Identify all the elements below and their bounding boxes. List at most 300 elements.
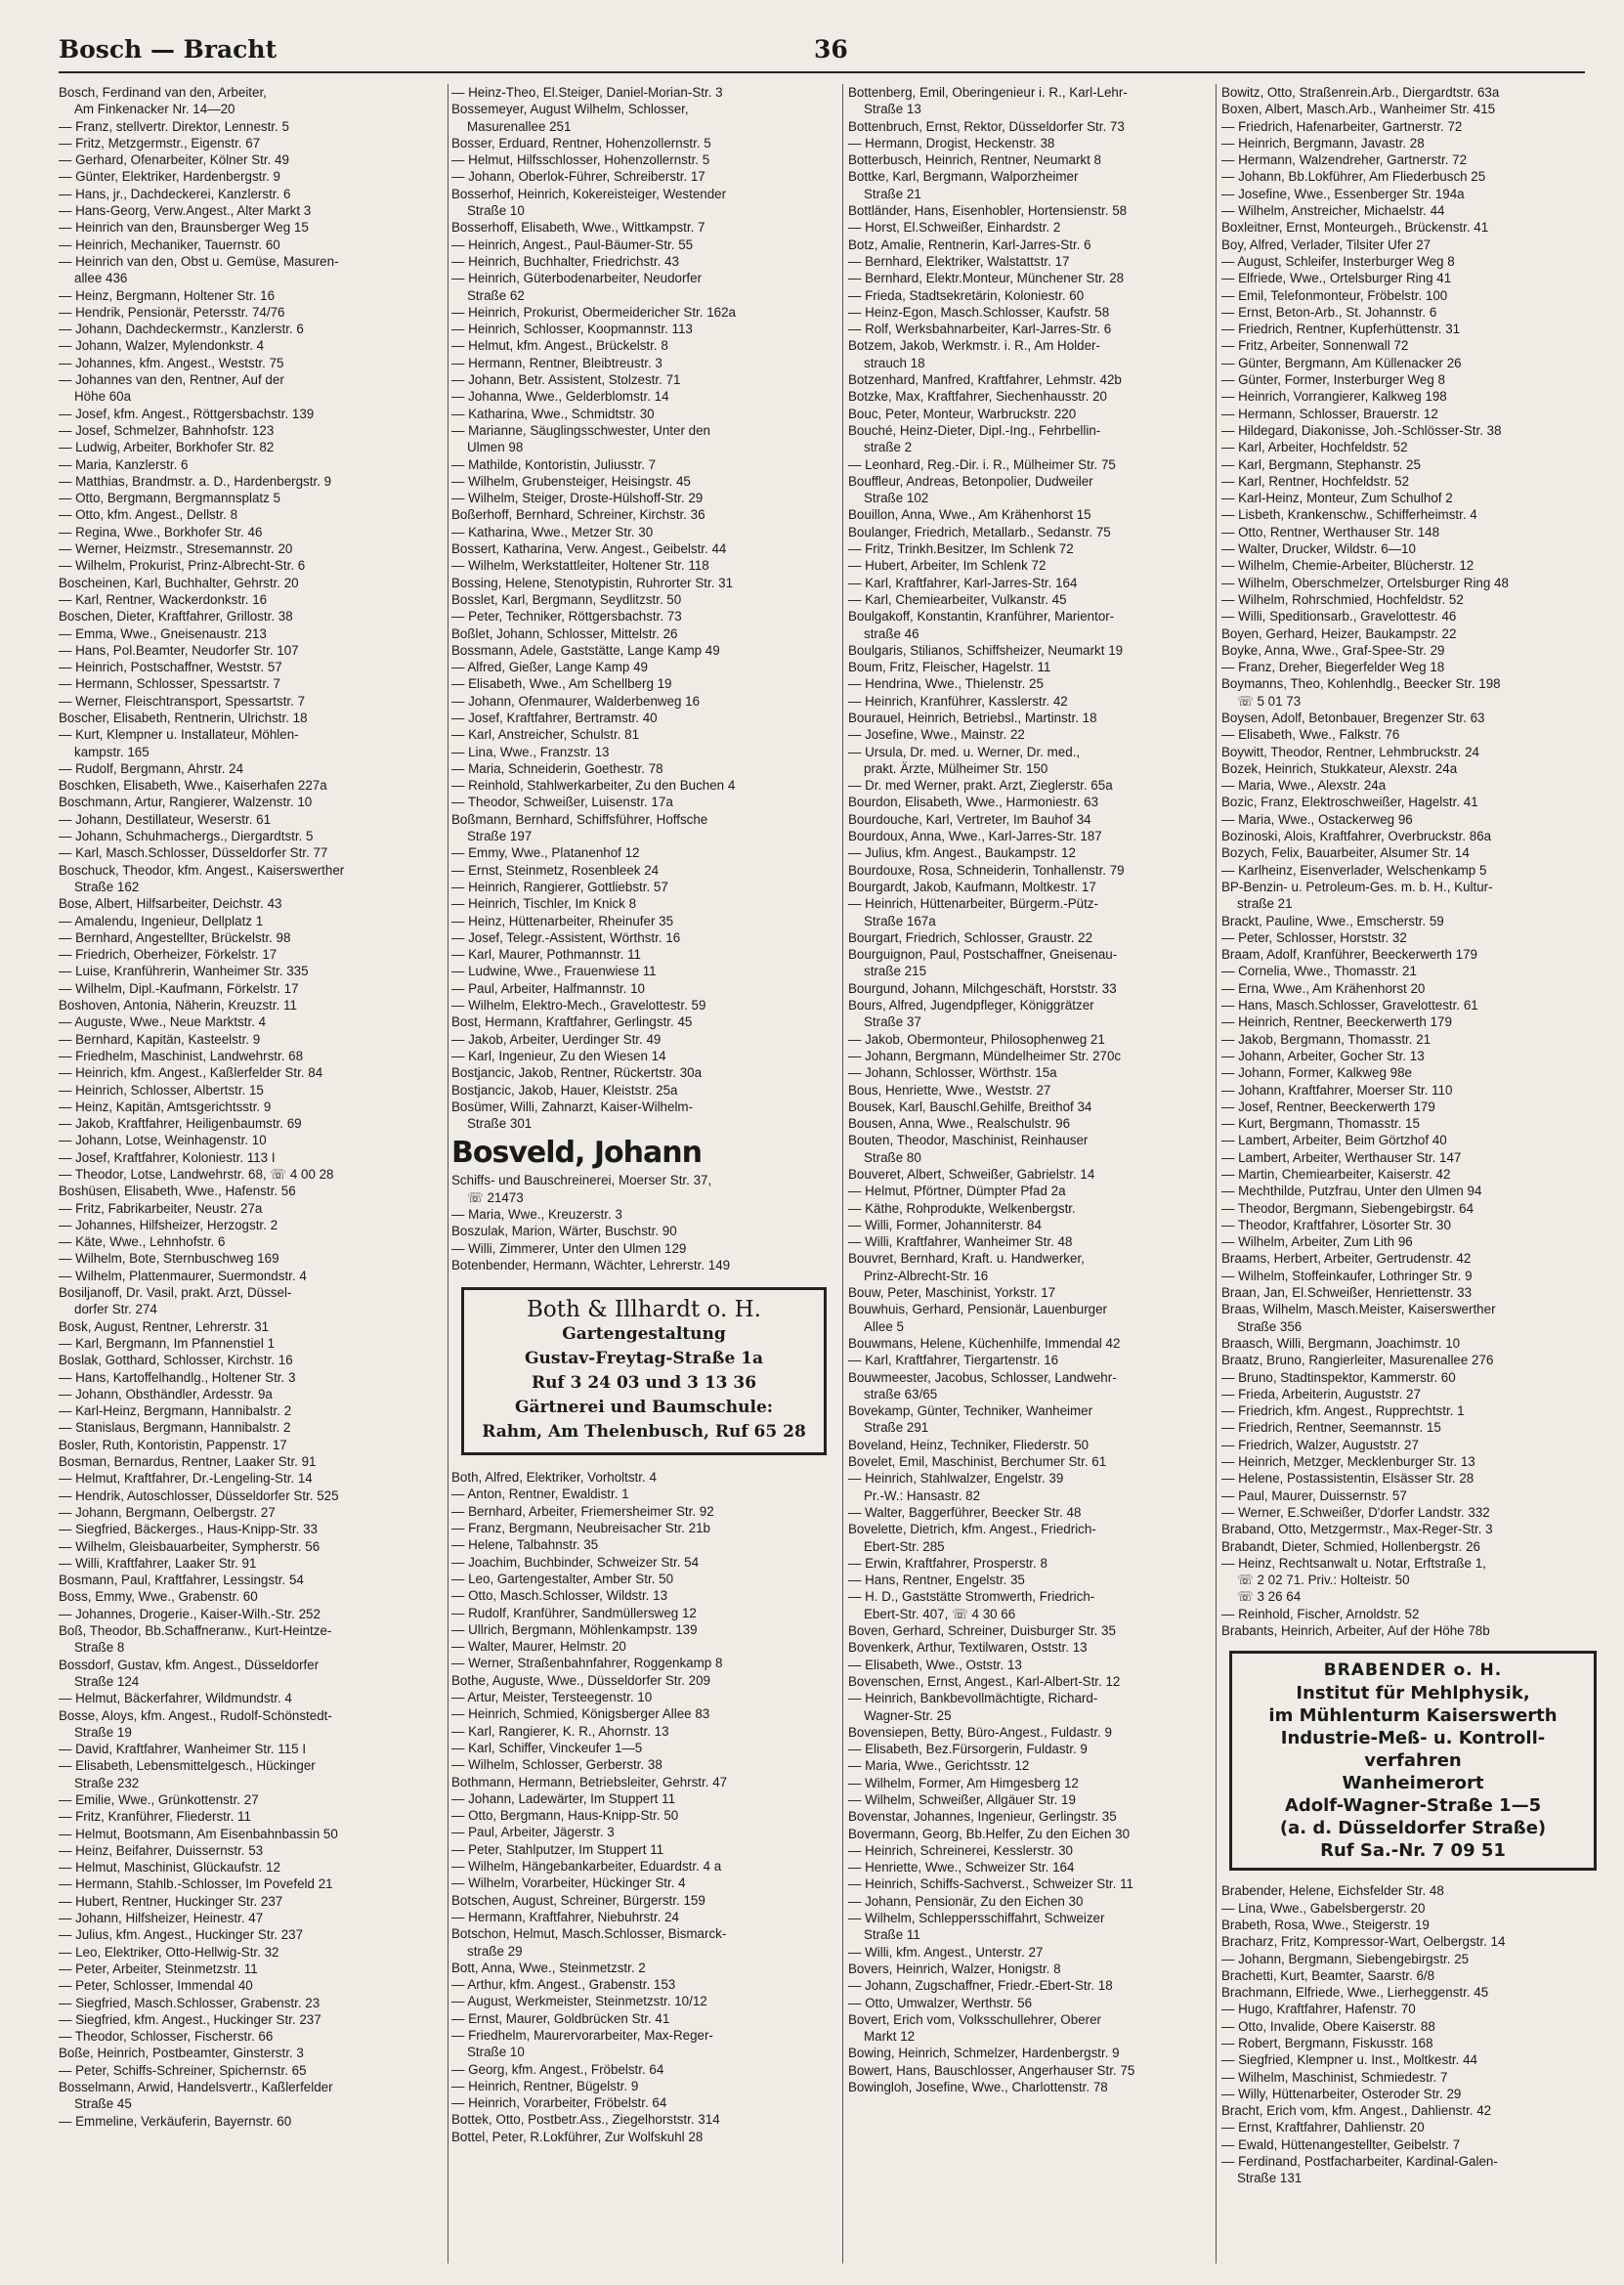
directory-entry-line: Bottenberg, Emil, Oberingenieur i. R., Karl-Lehr- — [848, 85, 1128, 100]
directory-entry-line: — Bernhard, Angestellter, Brückelstr. 98 — [59, 929, 291, 945]
directory-entry-line: Allee 5 — [864, 1318, 904, 1334]
directory-entry-line: Bovenschen, Ernst, Angest., Karl-Albert-Str. 12 — [848, 1673, 1121, 1689]
directory-entry-line: — Luise, Kranführerin, Wanheimer Str. 335 — [59, 964, 309, 979]
ad-line: Rahm, Am Thelenbusch, Ruf 65 28 — [482, 1422, 806, 1443]
directory-entry-line: — Cornelia, Wwe., Thomasstr. 21 — [1221, 964, 1417, 979]
directory-entry-line: Boslak, Gotthard, Schlosser, Kirchstr. 16 — [59, 1353, 293, 1368]
directory-entry-line: — Heinrich, Schmied, Königsberger Allee 83 — [451, 1706, 710, 1722]
directory-entry-line: — Hans, Kartoffelhandlg., Holtener Str. 3 — [59, 1369, 296, 1385]
directory-entry-line: Bosler, Ruth, Kontoristin, Pappenstr. 17 — [59, 1437, 287, 1452]
column-divider — [1216, 84, 1217, 2263]
directory-entry-line: — Johann, Hilfsheizer, Heinestr. 47 — [59, 1911, 264, 1926]
directory-entry-line: — Johann, Bergmann, Oelbergstr. 27 — [59, 1504, 276, 1520]
directory-entry-line: Pr.-W.: Hansastr. 82 — [864, 1487, 981, 1503]
advertisement-box — [1229, 1651, 1597, 1871]
directory-entry-line: — Johanna, Wwe., Gelderblomstr. 14 — [451, 389, 669, 405]
directory-entry-line: — Karl, Rentner, Hochfeldstr. 52 — [1221, 473, 1410, 489]
directory-entry-line: — Regina, Wwe., Borkhofer Str. 46 — [59, 524, 263, 539]
directory-entry-line: Botz, Amalie, Rentnerin, Karl-Jarres-Str. 6 — [848, 237, 1091, 252]
directory-entry-line: Bosch, Ferdinand van den, Arbeiter, — [59, 85, 267, 100]
directory-entry-line: — Karl-Heinz, Bergmann, Hannibalstr. 2 — [59, 1403, 292, 1419]
directory-entry-line: Botzem, Jakob, Werkmstr. i. R., Am Holder- — [848, 338, 1100, 354]
directory-entry-line: — Karl, Masch.Schlosser, Düsseldorfer Str. 77 — [59, 845, 328, 861]
directory-entry-line: Bourdouxe, Rosa, Schneiderin, Tonhallenstr. 79 — [848, 862, 1125, 878]
directory-entry-line: — Johann, Arbeiter, Gocher Str. 13 — [1221, 1048, 1425, 1063]
directory-entry-line: — Wilhelm, Grubensteiger, Heisingstr. 45 — [451, 473, 691, 489]
directory-entry-line: Bourdoux, Anna, Wwe., Karl-Jarres-Str. 187 — [848, 829, 1102, 844]
directory-entry-line: — Heinrich van den, Braunsberger Weg 15 — [59, 220, 309, 236]
directory-entry-line: — Karl, Bergmann, Stephanstr. 25 — [1221, 456, 1421, 472]
directory-entry-line: Bossdorf, Gustav, kfm. Angest., Düsseldorfer — [59, 1657, 320, 1672]
directory-entry-line: — Hans, Masch.Schlosser, Gravelottestr. 61 — [1221, 998, 1478, 1013]
directory-entry-line: — Gerhard, Ofenarbeiter, Kölner Str. 49 — [59, 152, 289, 168]
directory-entry-line: Bouw, Peter, Maschinist, Yorkstr. 17 — [848, 1285, 1056, 1301]
directory-entry-line: — Heinrich, Vorrangierer, Kalkweg 198 — [1221, 389, 1447, 405]
directory-entry-line: Brabants, Heinrich, Arbeiter, Auf der Höhe 78b — [1221, 1623, 1490, 1639]
column-4 — [1221, 84, 1604, 2263]
running-header-title: Bosch — Bracht — [59, 35, 278, 64]
directory-entry-line: Bouillon, Anna, Wwe., Am Krähenhorst 15 — [848, 507, 1091, 523]
directory-entry-line: Bouwhuis, Gerhard, Pensionär, Lauenburger — [848, 1302, 1108, 1317]
directory-entry-line: Bossert, Katharina, Verw. Angest., Geibelstr. 44 — [451, 541, 727, 557]
directory-entry-line: Bott, Anna, Wwe., Steinmetzstr. 2 — [451, 1960, 646, 1975]
directory-entry-line: — Otto, Bergmann, Bergmannsplatz 5 — [59, 491, 281, 506]
directory-entry-line: Straße 232 — [74, 1775, 140, 1790]
directory-entry-line: — Karl, Arbeiter, Hochfeldstr. 52 — [1221, 440, 1408, 455]
directory-entry-line: — Wilhelm, Plattenmaurer, Suermondstr. 4 — [59, 1268, 307, 1283]
directory-entry-line: — Wilhelm, Gleisbauarbeiter, Sympherstr. 56 — [59, 1538, 321, 1554]
page-number: 36 — [814, 35, 848, 64]
header-rule — [59, 71, 1585, 73]
directory-entry-line: — Heinrich, kfm. Angest., Kaßlerfelder Str. 84 — [59, 1065, 323, 1081]
directory-entry-line: — Erna, Wwe., Am Krähenhorst 20 — [1221, 980, 1426, 996]
directory-entry-line: — Karl, Maurer, Pothmannstr. 11 — [451, 947, 641, 963]
directory-entry-line: Straße 301 — [467, 1116, 533, 1132]
directory-entry-line: — Amalendu, Ingenieur, Dellplatz 1 — [59, 913, 264, 928]
directory-entry-line: — August, Schleifer, Insterburger Weg 8 — [1221, 253, 1455, 269]
directory-entry-line: — Lisbeth, Krankenschw., Schifferheimstr. 4 — [1221, 507, 1477, 523]
directory-entry-line: Straße 37 — [864, 1014, 921, 1030]
ad-line: im Mühlenturm Kaiserswerth — [1268, 1705, 1558, 1727]
directory-entry-line: — Heinrich, Rentner, Beeckerwerth 179 — [1221, 1014, 1452, 1030]
directory-entry-line: Bose, Albert, Hilfsarbeiter, Deichstr. 43 — [59, 896, 282, 912]
directory-entry-line: — Willi, Kraftfahrer, Laaker Str. 91 — [59, 1555, 257, 1571]
directory-entry-line: — Wilhelm, Dipl.-Kaufmann, Förkelstr. 17 — [59, 980, 299, 996]
directory-entry-line: Boulgakoff, Konstantin, Kranführer, Marientor- — [848, 609, 1115, 625]
directory-entry-line: — Hermann, Kraftfahrer, Niebuhrstr. 24 — [451, 1909, 679, 1924]
directory-entry-line: Braas, Wilhelm, Masch.Meister, Kaiserswerther — [1221, 1302, 1496, 1317]
directory-entry-line: — Horst, El.Schweißer, Einhardstr. 2 — [848, 220, 1061, 236]
directory-entry-line: strauch 18 — [864, 355, 925, 370]
directory-entry-line: Bowert, Hans, Bauschlosser, Angerhauser Str. 75 — [848, 2062, 1135, 2078]
directory-entry-line: — Johann, Destillateur, Weserstr. 61 — [59, 811, 272, 827]
directory-entry-line: Bouten, Theodor, Maschinist, Reinhauser — [848, 1133, 1089, 1148]
directory-entry-line: Ulmen 98 — [467, 440, 524, 455]
directory-entry-line: — Elisabeth, Wwe., Oststr. 13 — [848, 1657, 1022, 1672]
directory-entry-line: Botzke, Max, Kraftfahrer, Siechenhausstr. 20 — [848, 389, 1107, 405]
directory-entry-line: — Bernhard, Elektr.Monteur, Münchener Str. 28 — [848, 271, 1125, 286]
directory-entry-line: Bouveret, Albert, Schweißer, Gabrielstr. 14 — [848, 1167, 1095, 1182]
directory-entry-line: — Emma, Wwe., Gneisenaustr. 213 — [59, 625, 267, 641]
directory-entry-line: — Heinrich, Bergmann, Javastr. 28 — [1221, 135, 1425, 151]
directory-entry-line: — Peter, Schlosser, Immendal 40 — [59, 1978, 253, 1994]
directory-entry-line: — Ernst, Beton-Arb., St. Johannstr. 6 — [1221, 304, 1437, 320]
directory-entry-line: — Theodor, Kraftfahrer, Lösorter Str. 30 — [1221, 1217, 1451, 1232]
directory-entry-line: Straße 291 — [864, 1420, 929, 1436]
directory-entry-line: Straße 19 — [74, 1724, 132, 1740]
directory-entry-line: — Heinz-Egon, Masch.Schlosser, Kaufstr. 58 — [848, 304, 1110, 320]
directory-entry-line: Boxen, Albert, Masch.Arb., Wanheimer Str. 415 — [1221, 102, 1496, 117]
directory-entry-line: — Helene, Talbahnstr. 35 — [451, 1537, 599, 1553]
directory-entry-line: — Otto, kfm. Angest., Dellstr. 8 — [59, 507, 238, 523]
directory-entry-line: — Helmut, Bootsmann, Am Eisenbahnbassin 50 — [59, 1826, 338, 1841]
directory-entry-line: Brabeth, Rosa, Wwe., Steigerstr. 19 — [1221, 1917, 1430, 1932]
directory-entry-line: — Heinrich, Schreinerei, Kesslerstr. 30 — [848, 1842, 1073, 1858]
directory-entry-line: — Reinhold, Fischer, Arnoldstr. 52 — [1221, 1606, 1420, 1621]
ad-line: Industrie-Meß- u. Kontroll- — [1280, 1728, 1546, 1749]
directory-entry-line: — Franz, stellvertr. Direktor, Lennestr. 5 — [59, 118, 289, 134]
directory-entry-line: Botterbusch, Heinrich, Rentner, Neumarkt 8 — [848, 152, 1102, 168]
directory-entry-line: — Heinz-Theo, El.Steiger, Daniel-Morian-Str. 3 — [451, 85, 723, 100]
directory-entry-line: — Heinrich, Metzger, Mecklenburger Str. 13 — [1221, 1454, 1475, 1470]
directory-entry-line: prakt. Ärzte, Mülheimer Str. 150 — [864, 760, 1048, 776]
directory-entry-line: Straße 197 — [467, 829, 533, 844]
directory-entry-line: — Johann, Zugschaffner, Friedr.-Ebert-Str. 18 — [848, 1978, 1113, 1994]
directory-entry-line: — Robert, Bergmann, Fiskusstr. 168 — [1221, 2035, 1433, 2050]
directory-entry-line: — Karl, Rentner, Wackerdonkstr. 16 — [59, 591, 268, 607]
directory-entry-line: dorfer Str. 274 — [74, 1302, 157, 1317]
directory-entry-line: — Ursula, Dr. med. u. Werner, Dr. med., — [848, 744, 1081, 759]
directory-entry-line: — Arthur, kfm. Angest., Grabenstr. 153 — [451, 1977, 676, 1993]
directory-entry-line: — Elfriede, Wwe., Ortelsburger Ring 41 — [1221, 271, 1452, 286]
directory-entry-line: Masurenallee 251 — [467, 118, 572, 134]
directory-entry-line: — Franz, Dreher, Biegerfelder Weg 18 — [1221, 660, 1445, 675]
ad-line: Institut für Mehlphysik, — [1296, 1683, 1530, 1704]
directory-entry-line: Boysen, Adolf, Betonbauer, Bregenzer Str. 63 — [1221, 710, 1485, 725]
directory-entry-line: Straße 62 — [467, 287, 525, 303]
directory-entry-line: — Friedrich, Hafenarbeiter, Gartnerstr. 72 — [1221, 118, 1463, 134]
directory-entry-line: — Johann, Bergmann, Siebengebirgstr. 25 — [1221, 1951, 1470, 1966]
directory-entry-line: Brachmann, Elfriede, Wwe., Lierheggenstr. 45 — [1221, 1985, 1489, 2001]
directory-entry-line: — Siegfried, kfm. Angest., Huckinger Str. 237 — [59, 2011, 321, 2027]
directory-entry-line: Bottek, Otto, Postbetr.Ass., Ziegelhorststr. 314 — [451, 2112, 720, 2128]
directory-entry-line: — Leo, Gartengestalter, Amber Str. 50 — [451, 1571, 674, 1586]
directory-entry-line: — Hendrina, Wwe., Thielenstr. 25 — [848, 676, 1044, 692]
ad-line: Gartengestaltung — [562, 1324, 726, 1345]
directory-entry-line: — Jakob, Obermonteur, Philosophenweg 21 — [848, 1031, 1105, 1047]
directory-entry-line: Boy, Alfred, Verlader, Tilsiter Ufer 27 — [1221, 237, 1432, 252]
directory-entry-line: — Karl, Rangierer, K. R., Ahornstr. 13 — [451, 1723, 669, 1739]
directory-entry-line: — Johannes, Drogerie., Kaiser-Wilh.-Str. 252 — [59, 1606, 321, 1621]
directory-entry-line: — Johann, Betr. Assistent, Stolzestr. 71 — [451, 372, 681, 388]
directory-entry-line: — Kurt, Klempner u. Installateur, Möhlen- — [59, 727, 299, 743]
directory-entry-line: Boshoven, Antonia, Näherin, Kreuzstr. 11 — [59, 998, 297, 1013]
directory-entry-line: — Werner, Heizmstr., Stresemannstr. 20 — [59, 541, 293, 557]
directory-entry-line: — Heinrich, Angest., Paul-Bäumer-Str. 55 — [451, 237, 694, 252]
directory-entry-line: — Elisabeth, Bez.Fürsorgerin, Fuldastr. 9 — [848, 1742, 1088, 1757]
column-3 — [848, 84, 1231, 2263]
directory-entry-line: — Paul, Arbeiter, Jägerstr. 3 — [451, 1825, 615, 1840]
directory-entry-line: Straße 102 — [864, 491, 929, 506]
directory-entry-line: Bowingloh, Josefine, Wwe., Charlottenstr. 78 — [848, 2080, 1108, 2095]
directory-entry-line: — Wilhelm, Rohrschmied, Hochfeldstr. 52 — [1221, 591, 1464, 607]
directory-entry-line: Boschuck, Theodor, kfm. Angest., Kaiserswerther — [59, 862, 345, 878]
directory-entry-line: Ebert-Str. 285 — [864, 1538, 945, 1554]
directory-entry-line: — Paul, Maurer, Duissernstr. 57 — [1221, 1487, 1407, 1503]
column-2 — [451, 84, 836, 2263]
directory-entry-line: — Heinrich, Mechaniker, Tauernstr. 60 — [59, 237, 280, 252]
directory-entry-line: — Hermann, Schlosser, Brauerstr. 12 — [1221, 406, 1438, 421]
directory-entry-line: — Fritz, Trinkh.Besitzer, Im Schlenk 72 — [848, 541, 1074, 557]
directory-entry-line: — Peter, Stahlputzer, Im Stuppert 11 — [451, 1841, 664, 1857]
directory-entry-line: Boymanns, Theo, Kohlenhdlg., Beecker Str. 198 — [1221, 676, 1501, 692]
directory-entry-line: Bouwmeester, Jacobus, Schlosser, Landwehr- — [848, 1369, 1117, 1385]
directory-entry-line: Boschken, Elisabeth, Wwe., Kaiserhafen 227a — [59, 778, 327, 794]
directory-entry-line: Wagner-Str. 25 — [864, 1707, 952, 1723]
directory-entry-line: — Wilhelm, Oberschmelzer, Ortelsburger Ring 48 — [1221, 575, 1509, 590]
directory-entry-line: Boulanger, Friedrich, Metallarb., Sedanstr. 75 — [848, 524, 1111, 539]
display-entry-name: Bosveld, Johann — [451, 1136, 702, 1171]
directory-entry-line: Boxleitner, Ernst, Monteurgeh., Brückenstr. 41 — [1221, 220, 1489, 236]
directory-entry-line: — Ernst, Kraftfahrer, Dahlienstr. 20 — [1221, 2120, 1425, 2135]
directory-entry-line: — Heinz, Hüttenarbeiter, Rheinufer 35 — [451, 913, 674, 928]
directory-entry-line: Bostjancic, Jakob, Hauer, Kleiststr. 25a — [451, 1082, 678, 1098]
directory-entry-line: — Helmut, Maschinist, Glückaufstr. 12 — [59, 1860, 280, 1875]
directory-entry-line: — Johannes, kfm. Angest., Weststr. 75 — [59, 355, 284, 370]
directory-entry-line: — Lambert, Arbeiter, Beim Görtzhof 40 — [1221, 1133, 1447, 1148]
directory-entry-line: Bosserhoff, Elisabeth, Wwe., Wittkampstr. 7 — [451, 220, 705, 236]
directory-entry-line: — Julius, kfm. Angest., Huckinger Str. 237 — [59, 1927, 304, 1943]
directory-entry-line: — Maria, Wwe., Gerichtsstr. 12 — [848, 1758, 1030, 1774]
directory-entry-line: — Karl, Bergmann, Im Pfannenstiel 1 — [59, 1335, 276, 1351]
directory-entry-line: — Josef, Kraftfahrer, Bertramstr. 40 — [451, 710, 658, 725]
directory-entry-line: Boschen, Dieter, Kraftfahrer, Grillostr. 38 — [59, 609, 293, 625]
directory-entry-line: Bosser, Erduard, Rentner, Hohenzollernstr. 5 — [451, 135, 711, 151]
directory-entry-line: — Maria, Wwe., Ostackerweg 96 — [1221, 811, 1413, 827]
directory-entry-line: Botschen, August, Schreiner, Bürgerstr. 159 — [451, 1892, 705, 1908]
directory-entry-line: — Elisabeth, Lebensmittelgesch., Hückinger — [59, 1758, 316, 1774]
directory-entry-line: — Stanislaus, Bergmann, Hannibalstr. 2 — [59, 1420, 291, 1436]
directory-entry-line: Bouc, Peter, Monteur, Warbruckstr. 220 — [848, 406, 1077, 421]
directory-entry-line: — Wilhelm, Maschinist, Schmiedestr. 7 — [1221, 2069, 1448, 2085]
directory-entry-line: — Katharina, Wwe., Metzer Str. 30 — [451, 524, 654, 539]
directory-entry-line: — Wilhelm, Chemie-Arbeiter, Blücherstr. 12 — [1221, 558, 1474, 574]
directory-entry-line: — Rudolf, Bergmann, Ahrstr. 24 — [59, 760, 244, 776]
directory-entry-line: Bost, Hermann, Kraftfahrer, Gerlingstr. 45 — [451, 1014, 693, 1030]
directory-entry-line: — Erwin, Kraftfahrer, Prosperstr. 8 — [848, 1555, 1047, 1571]
directory-entry-line: — Otto, Rentner, Werthauser Str. 148 — [1221, 524, 1440, 539]
directory-entry-line: — Willi, Former, Johanniterstr. 84 — [848, 1217, 1042, 1232]
directory-entry-line: — Helene, Postassistentin, Elsässer Str. 28 — [1221, 1471, 1474, 1487]
directory-entry-line: — Maria, Kanzlerstr. 6 — [59, 456, 189, 472]
directory-entry-line: — Frieda, Stadtsekretärin, Koloniestr. 60 — [848, 287, 1085, 303]
directory-entry-line: Am Finkenacker Nr. 14—20 — [74, 102, 235, 117]
ad-company-name: Both & Illhardt o. H. — [527, 1297, 761, 1323]
directory-entry-line: Boßmann, Bernhard, Schiffsführer, Hoffsche — [451, 811, 708, 827]
directory-entry-line: — Wilhelm, Anstreicher, Michaelstr. 44 — [1221, 203, 1445, 219]
directory-entry-line: Botzenhard, Manfred, Kraftfahrer, Lehmstr. 42b — [848, 372, 1122, 388]
directory-entry-line: Straße 8 — [74, 1640, 125, 1656]
directory-entry-line: — Bruno, Stadtinspektor, Kammerstr. 60 — [1221, 1369, 1456, 1385]
directory-entry-line: — Ludwig, Arbeiter, Borkhofer Str. 82 — [59, 440, 275, 455]
directory-entry-line: Bouwmans, Helene, Küchenhilfe, Immendal 42 — [848, 1335, 1121, 1351]
directory-entry-line: — Walter, Maurer, Helmstr. 20 — [451, 1639, 626, 1655]
directory-entry-line: — Helmut, Hilfsschlosser, Hohenzollernstr. 5 — [451, 152, 710, 168]
directory-entry-line: — Johann, Pensionär, Zu den Eichen 30 — [848, 1893, 1084, 1909]
directory-entry-line: Straße 162 — [74, 879, 140, 894]
directory-entry-line: Braams, Herbert, Arbeiter, Gertrudenstr. 42 — [1221, 1251, 1472, 1267]
directory-entry-line: — Otto, Umwalzer, Werthstr. 56 — [848, 1995, 1033, 2010]
directory-entry-line: — Martin, Chemiearbeiter, Kaiserstr. 42 — [1221, 1167, 1451, 1182]
directory-entry-line: — Henriette, Wwe., Schweizer Str. 164 — [848, 1860, 1075, 1875]
directory-entry-line: — Wilhelm, Vorarbeiter, Hückinger Str. 4 — [451, 1875, 686, 1891]
directory-entry-line: — Heinrich, Rentner, Bügelstr. 9 — [451, 2078, 639, 2093]
directory-entry-line: — Paul, Arbeiter, Halfmannstr. 10 — [451, 980, 645, 996]
directory-entry-line: Bourgardt, Jakob, Kaufmann, Moltkestr. 17 — [848, 879, 1096, 894]
directory-entry-line: — Jakob, Bergmann, Thomasstr. 21 — [1221, 1031, 1432, 1047]
directory-entry-line: — Emilie, Wwe., Grünkottenstr. 27 — [59, 1791, 259, 1807]
directory-entry-line: — Ewald, Hüttenangestellter, Geibelstr. 7 — [1221, 2136, 1461, 2152]
directory-entry-line: Bosselmann, Arwid, Handelsvertr., Kaßlerfelder — [59, 2080, 333, 2095]
directory-entry-line: — Johann, Former, Kalkweg 98e — [1221, 1065, 1413, 1081]
directory-entry-line: Bovekamp, Günter, Techniker, Wanheimer — [848, 1403, 1093, 1419]
directory-entry-line: ☏ 21473 — [467, 1189, 524, 1205]
directory-entry-line: Straße 21 — [864, 186, 921, 201]
directory-entry-line: — Fritz, Arbeiter, Sonnenwall 72 — [1221, 338, 1409, 354]
directory-entry-line: Braasch, Willi, Bergmann, Joachimstr. 10 — [1221, 1335, 1461, 1351]
directory-entry-line: Straße 356 — [1237, 1318, 1303, 1334]
ad-company-name: BRABENDER o. H. — [1323, 1660, 1503, 1681]
directory-entry-line: — Helmut, kfm. Angest., Brückelstr. 8 — [451, 338, 668, 354]
directory-entry-line: Bovelette, Dietrich, kfm. Angest., Friedrich- — [848, 1522, 1096, 1537]
directory-entry-line: — Wilhelm, Bote, Sternbuschweg 169 — [59, 1251, 279, 1267]
directory-entry-line: — Johann, Lotse, Weinhagenstr. 10 — [59, 1133, 267, 1148]
directory-entry-line: — Friedrich, Oberheizer, Förkelstr. 17 — [59, 947, 278, 963]
advertisement-box — [461, 1287, 827, 1455]
directory-entry-line: Boven, Gerhard, Schreiner, Duisburger Str. 35 — [848, 1623, 1116, 1639]
directory-entry-line: — Willy, Hüttenarbeiter, Osteroder Str. 29 — [1221, 2086, 1462, 2101]
directory-entry-line: — Otto, Bergmann, Haus-Knipp-Str. 50 — [451, 1808, 679, 1824]
directory-entry-line: — Otto, Invalide, Obere Kaiserstr. 88 — [1221, 2018, 1435, 2034]
directory-entry-line: Bozek, Heinrich, Stukkateur, Alexstr. 24a — [1221, 760, 1458, 776]
directory-entry-line: — Emil, Telefonmonteur, Fröbelstr. 100 — [1221, 287, 1448, 303]
directory-entry-line: ☏ 2 02 71. Priv.: Holteistr. 50 — [1237, 1573, 1410, 1588]
directory-entry-line: Bovensiepen, Betty, Büro-Angest., Fuldastr. 9 — [848, 1724, 1112, 1740]
directory-entry-line: Botenbender, Hermann, Wächter, Lehrerstr. 149 — [451, 1257, 731, 1272]
directory-entry-line: — Heinz, Bergmann, Holtener Str. 16 — [59, 287, 276, 303]
directory-entry-line: Boulgaris, Stilianos, Schiffsheizer, Neumarkt 19 — [848, 642, 1124, 658]
directory-entry-line: — Johann, Dachdeckermstr., Kanzlerstr. 6 — [59, 322, 304, 337]
directory-entry-line: Bosman, Bernardus, Rentner, Laaker Str. 91 — [59, 1454, 317, 1470]
directory-entry-line: — Werner, E.Schweißer, D'dorfer Landstr. 332 — [1221, 1504, 1490, 1520]
directory-entry-line: — Josef, Rentner, Beeckerwerth 179 — [1221, 1099, 1435, 1114]
directory-entry-line: Bothmann, Hermann, Betriebsleiter, Gehrstr. 47 — [451, 1774, 728, 1789]
directory-entry-line: — Theodor, Schweißer, Luisenstr. 17a — [451, 795, 673, 810]
directory-entry-line: — Reinhold, Stahlwerkarbeiter, Zu den Buchen 4 — [451, 778, 736, 794]
directory-entry-line: Ebert-Str. 407, ☏ 4 30 66 — [864, 1606, 1016, 1621]
directory-entry-line: — Hendrik, Pensionär, Petersstr. 74/76 — [59, 304, 285, 320]
directory-entry-line: — Fritz, Kranführer, Fliederstr. 11 — [59, 1809, 251, 1825]
directory-entry-line: — Ludwine, Wwe., Frauenwiese 11 — [451, 964, 657, 979]
directory-entry-line: — Josef, Kraftfahrer, Koloniestr. 113 I — [59, 1149, 276, 1165]
directory-entry-line: — Josef, kfm. Angest., Röttgersbachstr. 139 — [59, 406, 315, 421]
directory-entry-line: Boszulak, Marion, Wärter, Buschstr. 90 — [451, 1224, 677, 1239]
directory-entry-line: Straße 10 — [467, 203, 525, 219]
directory-entry-line: — Johann, Ladewärter, Im Stuppert 11 — [451, 1790, 676, 1806]
ad-line: Gustav-Freytag-Straße 1a — [524, 1349, 764, 1369]
directory-entry-line: — Bernhard, Arbeiter, Friemersheimer Str. 92 — [451, 1503, 714, 1519]
directory-entry-line: — Marianne, Säuglingsschwester, Unter den — [451, 422, 710, 438]
directory-entry-line: Bossemeyer, August Wilhelm, Schlosser, — [451, 102, 689, 117]
directory-entry-line: — Theodor, Bergmann, Siebengebirgstr. 64 — [1221, 1200, 1474, 1216]
directory-entry-line: — Julius, kfm. Angest., Baukampstr. 12 — [848, 845, 1076, 861]
directory-entry-line: — Hermann, Schlosser, Spessartstr. 7 — [59, 676, 280, 692]
directory-entry-line: — Käte, Wwe., Lehnhofstr. 6 — [59, 1234, 226, 1250]
directory-entry-line: — Heinrich, Vorarbeiter, Fröbelstr. 64 — [451, 2095, 667, 2111]
directory-entry-line: Bouffleur, Andreas, Betonpolier, Dudweiler — [848, 473, 1093, 489]
directory-entry-line: Boscheinen, Karl, Buchhalter, Gehrstr. 20 — [59, 575, 299, 590]
directory-entry-line: — Johann, Schuhmachergs., Diergardtstr. 5 — [59, 829, 314, 844]
directory-entry-line: — Wilhelm, Steiger, Droste-Hülshoff-Str. 29 — [451, 491, 704, 506]
directory-entry-line: BP-Benzin- u. Petroleum-Ges. m. b. H., Kultur- — [1221, 879, 1493, 894]
directory-entry-line: — Helmut, Kraftfahrer, Dr.-Lengeling-Str. 14 — [59, 1471, 313, 1487]
directory-entry-line: straße 29 — [467, 1943, 523, 1959]
directory-entry-line: — Karlheinz, Eisenverlader, Welschenkamp 5 — [1221, 862, 1487, 878]
directory-entry-line: — Fritz, Metzgermstr., Eigenstr. 67 — [59, 135, 261, 151]
directory-entry-line: — Friedrich, Walzer, Auguststr. 27 — [1221, 1437, 1419, 1452]
directory-entry-line: — Werner, Straßenbahnfahrer, Roggenkamp 8 — [451, 1656, 723, 1671]
directory-entry-line: — Hermann, Stahlb.-Schlosser, Im Povefeld 21 — [59, 1876, 333, 1892]
directory-entry-line: ☏ 3 26 64 — [1237, 1589, 1302, 1605]
directory-entry-line: — Karl, Chemiearbeiter, Vulkanstr. 45 — [848, 591, 1067, 607]
directory-entry-line: Boveland, Heinz, Techniker, Fliederstr. 50 — [848, 1437, 1090, 1452]
ad-line: Adolf-Wagner-Straße 1—5 — [1284, 1795, 1542, 1817]
directory-entry-line: — Käthe, Rohprodukte, Welkenbergstr. — [848, 1200, 1076, 1216]
directory-entry-line: — Kurt, Bergmann, Thomasstr. 15 — [1221, 1116, 1420, 1132]
directory-entry-line: ☏ 5 01 73 — [1237, 693, 1302, 709]
directory-entry-line: Brackt, Pauline, Wwe., Emscherstr. 59 — [1221, 913, 1444, 928]
directory-entry-line: Both, Alfred, Elektriker, Vorholtstr. 4 — [451, 1470, 657, 1486]
directory-entry-line: Bracharz, Fritz, Kompressor-Wart, Oelbergstr. 14 — [1221, 1934, 1506, 1950]
directory-entry-line: Bourauel, Heinrich, Betriebsl., Martinstr. 18 — [848, 710, 1097, 725]
directory-entry-line: — Peter, Schlosser, Horststr. 32 — [1221, 929, 1407, 945]
directory-entry-line: — Maria, Wwe., Alexstr. 24a — [1221, 778, 1387, 794]
directory-entry-line: — Hans, jr., Dachdeckerei, Kanzlerstr. 6 — [59, 186, 291, 201]
column-divider — [842, 84, 843, 2263]
directory-entry-line: Boyke, Anna, Wwe., Graf-Spee-Str. 29 — [1221, 642, 1445, 658]
directory-entry-line: Boß, Theodor, Bb.Schaffneranw., Kurt-Heintze- — [59, 1623, 332, 1639]
directory-entry-line: Bozinoski, Alois, Kraftfahrer, Overbruckstr. 86a — [1221, 829, 1492, 844]
directory-entry-line: Bourgund, Johann, Milchgeschäft, Horststr. 33 — [848, 980, 1117, 996]
directory-entry-line: Bous, Henriette, Wwe., Weststr. 27 — [848, 1082, 1051, 1098]
directory-entry-line: Bourdouche, Karl, Vertreter, Im Bauhof 34 — [848, 811, 1091, 827]
directory-entry-line: — Ernst, Maurer, Goldbrücken Str. 41 — [451, 2010, 670, 2026]
directory-entry-line: — Johannes van den, Rentner, Auf der — [59, 372, 284, 388]
directory-entry-line: Braam, Adolf, Kranführer, Beeckerwerth 179 — [1221, 947, 1477, 963]
directory-entry-line: — Anton, Rentner, Ewaldistr. 1 — [451, 1487, 629, 1502]
directory-entry-line: — Auguste, Wwe., Neue Marktstr. 4 — [59, 1014, 267, 1030]
directory-entry-line: — Johann, Bb.Lokführer, Am Fliederbusch 25 — [1221, 169, 1486, 185]
directory-entry-line: straße 63/65 — [864, 1386, 938, 1401]
directory-entry-line: Straße 45 — [74, 2096, 132, 2112]
directory-entry-line: — Mechthilde, Putzfrau, Unter den Ulmen 94 — [1221, 1184, 1482, 1199]
directory-entry-line: — Johannes, Hilfsheizer, Herzogstr. 2 — [59, 1217, 278, 1232]
directory-entry-line: — Jakob, Kraftfahrer, Heiligenbaumstr. 69 — [59, 1116, 302, 1132]
directory-entry-line: — Wilhelm, Arbeiter, Zum Lith 96 — [1221, 1234, 1413, 1250]
directory-entry-line: — Hubert, Rentner, Huckinger Str. 237 — [59, 1893, 283, 1909]
directory-entry-line: Bracht, Erich vom, kfm. Angest., Dahlienstr. 42 — [1221, 2103, 1492, 2119]
directory-entry-line: straße 215 — [864, 964, 927, 979]
